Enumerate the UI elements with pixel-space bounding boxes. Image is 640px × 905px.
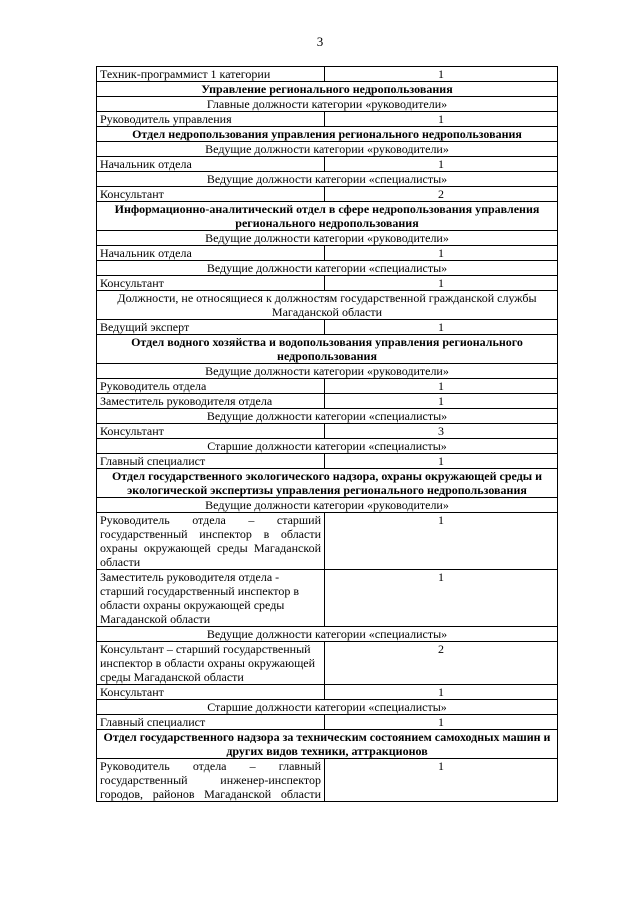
position-count: 1 <box>325 513 558 570</box>
category-row <box>97 231 558 246</box>
category-heading: Ведущие должности категории «специалисты» <box>97 409 558 424</box>
position-row <box>97 320 558 335</box>
position-name: Консультант <box>97 276 325 291</box>
position-count: 1 <box>325 715 558 730</box>
position-row <box>97 157 558 172</box>
department-row <box>97 127 558 142</box>
position-row <box>97 276 558 291</box>
category-heading: Ведущие должности категории «специалисты» <box>97 261 558 276</box>
page-number: 3 <box>316 34 324 49</box>
position-name: Консультант <box>97 187 325 202</box>
position-row <box>97 715 558 730</box>
category-row <box>97 700 558 715</box>
position-row <box>97 454 558 469</box>
category-row <box>97 97 558 112</box>
position-row <box>97 394 558 409</box>
category-heading: Ведущие должности категории «руководители» <box>97 142 558 157</box>
category-row <box>97 439 558 454</box>
position-count: 1 <box>325 685 558 700</box>
department-heading: Отдел недропользования управления регионального недропользования <box>97 127 558 142</box>
position-row <box>97 187 558 202</box>
category-heading: Главные должности категории «руководители» <box>97 97 558 112</box>
position-count: 1 <box>325 320 558 335</box>
staffing-table-body <box>97 67 558 802</box>
position-row <box>97 67 558 82</box>
department-row <box>97 335 558 364</box>
position-name: Руководитель отдела <box>97 379 325 394</box>
category-row <box>97 291 558 320</box>
category-heading: Ведущие должности категории «специалисты» <box>97 172 558 187</box>
position-name: Руководитель отдела – главный государственный инженер-инспектор городов, районов Магаданской области <box>97 759 325 802</box>
position-count: 1 <box>325 759 558 802</box>
category-heading: Ведущие должности категории «специалисты» <box>97 627 558 642</box>
department-row <box>97 82 558 97</box>
category-heading: Ведущие должности категории «руководители» <box>97 231 558 246</box>
department-row <box>97 730 558 759</box>
position-row <box>97 513 558 570</box>
staffing-table <box>96 66 558 802</box>
category-row <box>97 142 558 157</box>
position-count: 3 <box>325 424 558 439</box>
position-name: Заместитель руководителя отдела - старший государственный инспектор в области охраны окружающей среды Магаданской области <box>97 570 325 627</box>
category-row <box>97 627 558 642</box>
position-row <box>97 379 558 394</box>
position-name: Начальник отдела <box>97 157 325 172</box>
category-heading: Ведущие должности категории «руководители» <box>97 364 558 379</box>
position-name: Руководитель отдела – старший государственный инспектор в области охраны окружающей среды Магаданской области <box>97 513 325 570</box>
position-row <box>97 570 558 627</box>
category-heading: Должности, не относящиеся к должностям государственной гражданской службы Магаданской области <box>97 291 558 320</box>
position-name: Техник-программист 1 категории <box>97 67 325 82</box>
category-row <box>97 498 558 513</box>
position-name: Начальник отдела <box>97 246 325 261</box>
position-count: 2 <box>325 642 558 685</box>
position-row <box>97 112 558 127</box>
position-name: Главный специалист <box>97 715 325 730</box>
position-count: 2 <box>325 187 558 202</box>
category-row <box>97 364 558 379</box>
position-count: 1 <box>325 454 558 469</box>
category-row <box>97 261 558 276</box>
department-row <box>97 469 558 498</box>
department-heading: Информационно-аналитический отдел в сфере недропользования управления регионального недропользования <box>97 202 558 231</box>
position-name: Консультант <box>97 685 325 700</box>
position-count: 1 <box>325 157 558 172</box>
position-name: Заместитель руководителя отдела <box>97 394 325 409</box>
position-count: 1 <box>325 394 558 409</box>
position-count: 1 <box>325 570 558 627</box>
position-name: Ведущий эксперт <box>97 320 325 335</box>
category-heading: Старшие должности категории «специалисты» <box>97 439 558 454</box>
position-count: 1 <box>325 276 558 291</box>
position-count: 1 <box>325 379 558 394</box>
position-row <box>97 246 558 261</box>
department-heading: Отдел государственного надзора за техническим состоянием самоходных машин и других видов техники, аттракционов <box>97 730 558 759</box>
position-count: 1 <box>325 246 558 261</box>
position-name: Консультант – старший государственный инспектор в области охраны окружающей среды Магаданской области <box>97 642 325 685</box>
department-heading: Отдел государственного экологического надзора, охраны окружающей среды и экологической экспертизы управления регионального недропользования <box>97 469 558 498</box>
position-name: Главный специалист <box>97 454 325 469</box>
category-heading: Старшие должности категории «специалисты» <box>97 700 558 715</box>
position-row <box>97 759 558 802</box>
category-row <box>97 172 558 187</box>
position-count: 1 <box>325 112 558 127</box>
position-row <box>97 424 558 439</box>
category-heading: Ведущие должности категории «руководители» <box>97 498 558 513</box>
department-heading: Управление регионального недропользования <box>97 82 558 97</box>
position-name: Консультант <box>97 424 325 439</box>
category-row <box>97 409 558 424</box>
department-heading: Отдел водного хозяйства и водопользования управления регионального недропользования <box>97 335 558 364</box>
position-row <box>97 642 558 685</box>
position-name: Руководитель управления <box>97 112 325 127</box>
department-row <box>97 202 558 231</box>
position-row <box>97 685 558 700</box>
position-count: 1 <box>325 67 558 82</box>
